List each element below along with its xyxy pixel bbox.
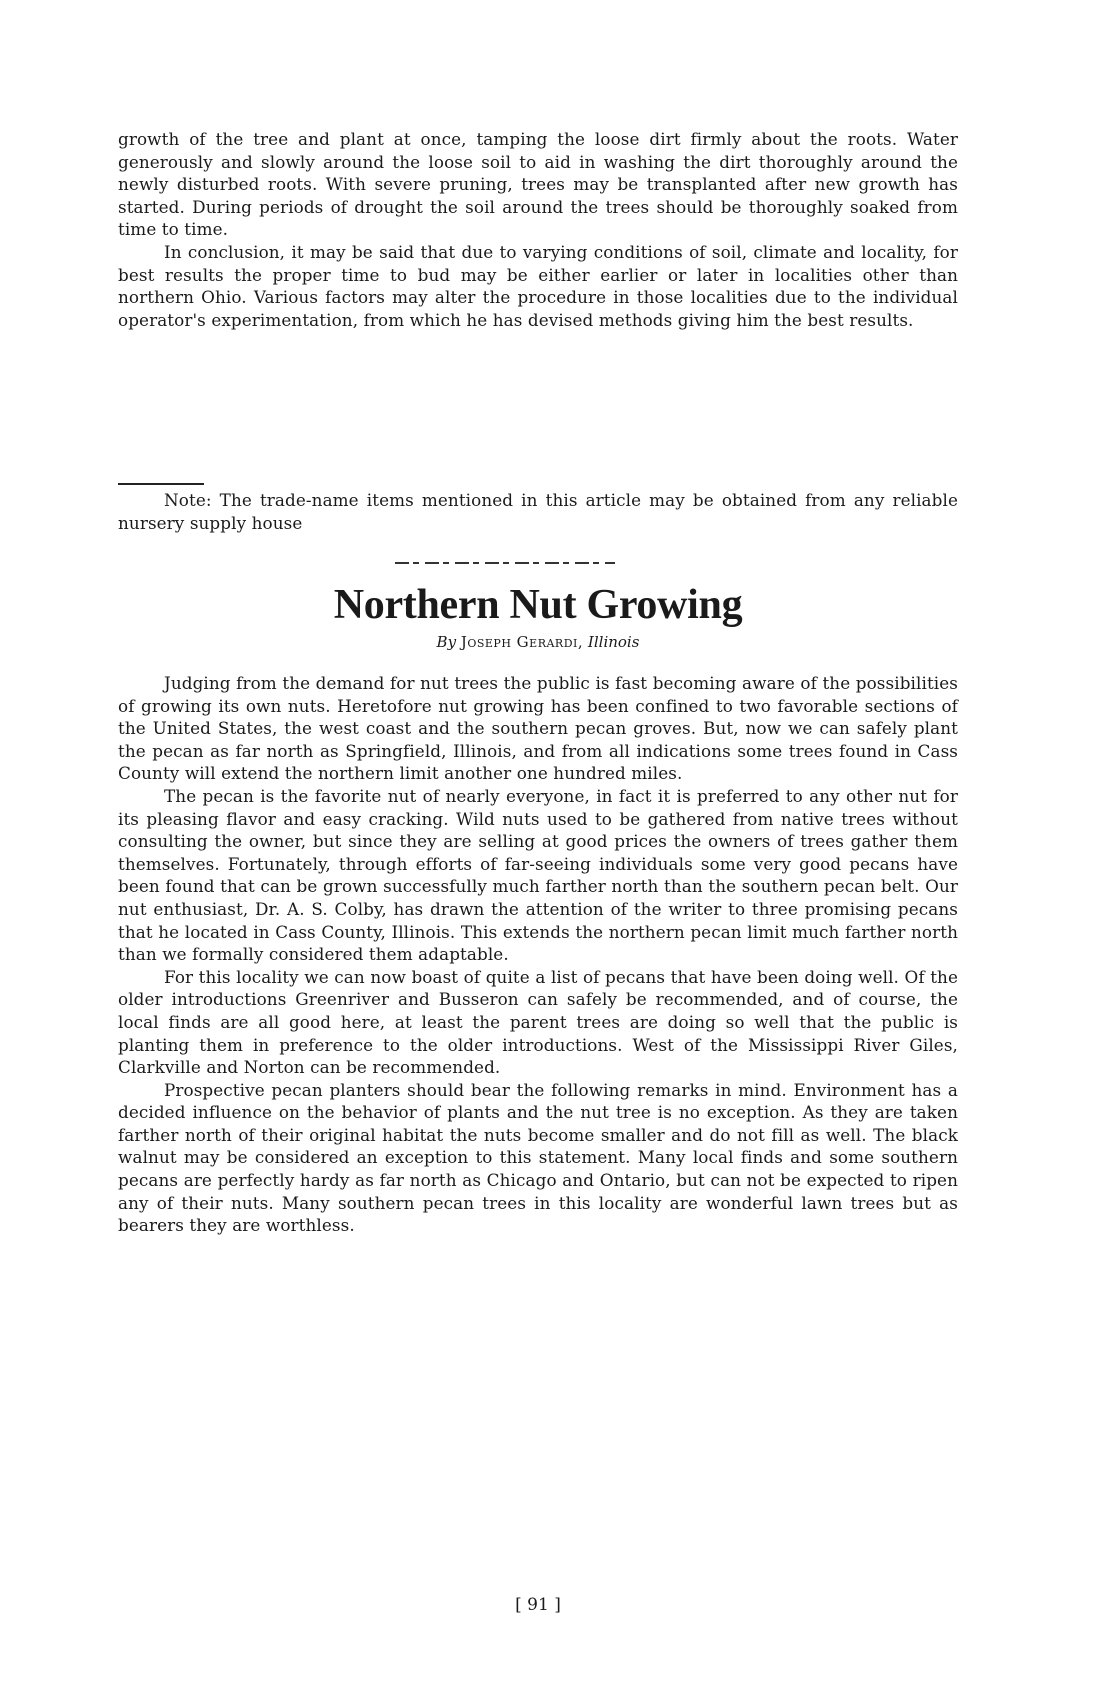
previous-article-continuation xyxy=(118,128,958,331)
note-rule xyxy=(118,483,204,485)
article-body xyxy=(118,672,958,1237)
previous-article-paragraph: In conclusion, it may be said that due to varying conditions of soil, climate and locality, for best results the proper time to bud may be either earlier or later in localities other than northern Ohio. Various factors may alter the procedure in those localities due to the individual operator's experimentation, from which he has devised methods giving him the best results. xyxy=(118,241,958,330)
byline-by: By xyxy=(436,633,457,651)
article-title: Northern Nut Growing xyxy=(333,582,743,628)
article-paragraph: For this locality we can now boast of quite a list of pecans that have been doing well. Of the older introductions Greenriver and Busseron can safely be recommended, and of course, the local finds are all good here, at least the parent trees are doing so well that the public is planting them in preference to the older introductions. West of the Mississippi River Giles, Clarkville and Norton can be recommended. xyxy=(118,966,958,1078)
footnote-text: Note: The trade-name items mentioned in this article may be obtained from any reliable nursery supply house xyxy=(118,490,958,533)
article-paragraph: Judging from the demand for nut trees the public is fast becoming aware of the possibilities of growing its own nuts. Heretofore nut growing has been confined to two favorable sections of the United States, the west coast and the southern pecan groves. But, now we can safely plant the pecan as far north as Springfield, Illinois, and from all indications some trees found in Cass County will extend the northern limit another one hundred miles. xyxy=(118,673,958,784)
article-paragraph: Prospective pecan planters should bear the following remarks in mind. Environment has a decided influence on the behavior of plants and the nut tree is no exception. As they are taken farther north of their original habitat the nuts become smaller and do not fill as well. The black walnut may be considered an exception to this statement. Many local finds and some southern pecans are perfectly hardy as far north as Chicago and Ontario, but can not be expected to ripen any of their nuts. Many southern pecan trees in this locality are wonderful lawn trees but as bearers they are worthless. xyxy=(118,1079,958,1236)
footnote xyxy=(118,489,958,534)
byline-state: Illinois xyxy=(587,633,640,651)
previous-article-paragraph: growth of the tree and plant at once, tamping the loose dirt firmly about the roots. Water generously and slowly around the loose soil to aid in washing the dirt thoroughly around the newly disturbed roots. With severe pruning, trees may be transplanted after new growth has started. During periods of drought the soil around the trees should be thoroughly soaked from time to time. xyxy=(118,129,958,240)
byline-author: Joseph Gerardi, xyxy=(460,633,584,651)
page-number: [ 91 ] xyxy=(515,1595,561,1615)
section-divider xyxy=(395,562,615,564)
article-byline xyxy=(118,632,958,652)
article-paragraph: The pecan is the favorite nut of nearly everyone, in fact it is preferred to any other nut for its pleasing flavor and easy cracking. Wild nuts used to be gathered from native trees without consulting the owner, but since they are selling at good prices the owners of trees gather them themselves. Fortunately, through efforts of far-seeing individuals some very good pecans have been found that can be grown successfully much farther north than the southern pecan belt. Our nut enthusiast, Dr. A. S. Colby, has drawn the attention of the writer to three promising pecans that he located in Cass County, Illinois. This extends the northern pecan limit much farther north than we formally considered them adaptable. xyxy=(118,785,958,965)
